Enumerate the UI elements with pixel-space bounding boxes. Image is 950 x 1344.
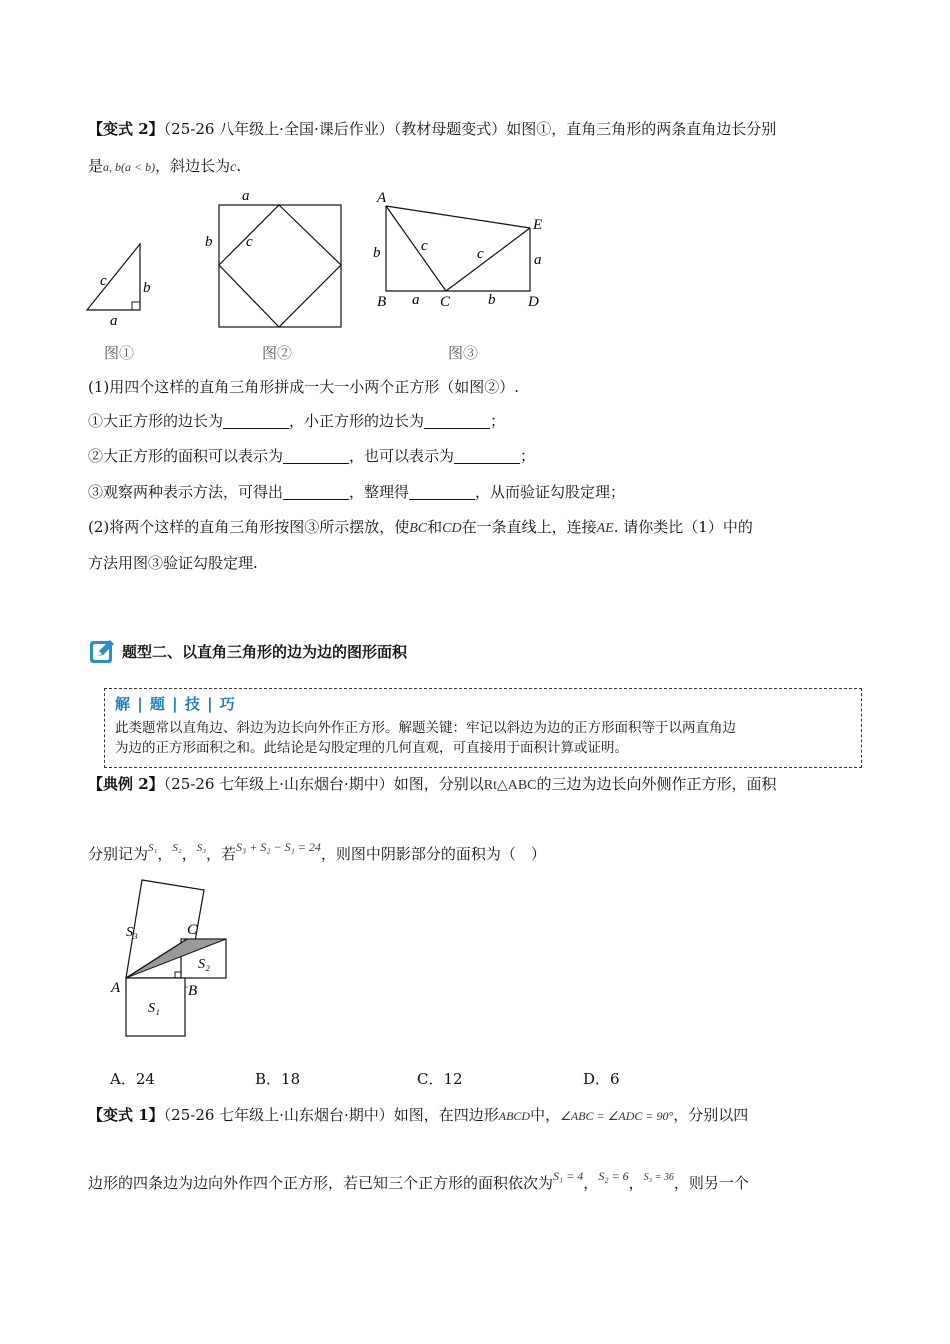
q1b-part1: ②大正方形的面积可以表示为 bbox=[88, 447, 284, 465]
q1b-blank2[interactable] bbox=[454, 447, 520, 464]
fig1-label-c: c bbox=[100, 273, 107, 289]
ex2-label-b: B bbox=[188, 983, 198, 999]
tips-title: 解 | 题 | 技 | 巧 bbox=[115, 695, 236, 713]
fig3-label-a-bottom: a bbox=[412, 292, 420, 308]
fig2-label-c: c bbox=[246, 234, 253, 250]
fig3-label-c2: c bbox=[477, 246, 484, 262]
variant1-text3: ，分别以四 bbox=[673, 1106, 749, 1124]
fig2-outer-square bbox=[219, 205, 341, 327]
variant2-line2 bbox=[88, 155, 241, 179]
example2-tag: 【典例 2】 bbox=[88, 775, 164, 793]
example2-text1: （25-26 七年级上·山东烟台·期中）如图，分别以 bbox=[163, 775, 484, 793]
fig3-outline bbox=[386, 206, 530, 291]
q1a-part2: ，小正方形的边长为 bbox=[289, 412, 425, 430]
fig3-label-B: B bbox=[377, 294, 387, 310]
fig3-line-AE bbox=[386, 206, 530, 228]
ex2-label-c: C bbox=[187, 922, 198, 938]
example2-comma2: ， bbox=[181, 845, 197, 863]
example2-if: ，若 bbox=[206, 845, 237, 863]
q2-math-ae: AE bbox=[596, 521, 614, 536]
figure-1-triangle bbox=[80, 235, 160, 330]
example2-s1: S₁ bbox=[148, 842, 158, 854]
fig2-caption: 图② bbox=[262, 344, 293, 362]
q2-math-cd: CD bbox=[442, 521, 462, 536]
question-1a bbox=[88, 410, 505, 432]
q1a-part1: ①大正方形的边长为 bbox=[88, 412, 224, 430]
q2-part2: 和 bbox=[427, 518, 443, 536]
question-2-line2: 方法用图③验证勾股定理. bbox=[88, 554, 258, 572]
q1a-part3: ； bbox=[490, 412, 506, 430]
fig3-label-b-left: b bbox=[373, 245, 381, 261]
fig1-label-b: b bbox=[143, 280, 151, 296]
example2-condition: S₃ + S₂ − S₁ = 24 bbox=[236, 840, 321, 854]
variant1-line2-pre: 边形的四条边为边向外作四个正方形，若已知三个正方形的面积依次为 bbox=[88, 1174, 554, 1192]
fig3-caption: 图③ bbox=[448, 344, 479, 362]
variant1-s1: S₁ = 4 bbox=[553, 1169, 584, 1183]
figure-3-trapezoid bbox=[368, 184, 558, 314]
q2-part3: 在一条直线上，连接 bbox=[461, 518, 597, 536]
question-2-line1 bbox=[88, 516, 753, 540]
q2-math-bc: BC bbox=[409, 521, 428, 536]
example2-rt: Rt△ABC bbox=[483, 778, 537, 793]
variant1-s3: S₃ = 36 bbox=[643, 1172, 674, 1183]
variant1-s2: S₂ = 6 bbox=[598, 1169, 629, 1183]
section-header bbox=[88, 636, 407, 666]
example2-line2-end: ，则图中阴影部分的面积为（ ） bbox=[320, 845, 546, 863]
question-1c bbox=[88, 481, 625, 503]
ex2-label-s1: S₁ bbox=[148, 1001, 160, 1016]
variant1-angles: ∠ABC = ∠ADC = 90° bbox=[560, 1109, 674, 1123]
q2-part4: . 请你类比（1）中的 bbox=[613, 518, 753, 536]
q1b-blank1[interactable] bbox=[283, 447, 349, 464]
variant1-line2-end: ，则另一个 bbox=[673, 1174, 749, 1192]
example2-line2-pre: 分别记为 bbox=[88, 845, 149, 863]
variant2-tag: 【变式 2】 bbox=[88, 120, 164, 138]
example2-line1 bbox=[88, 773, 777, 797]
variant2-math-c: c bbox=[230, 160, 237, 175]
q1b-part3: ； bbox=[520, 447, 536, 465]
fig2-label-a: a bbox=[242, 188, 250, 204]
variant1-line2 bbox=[88, 1165, 749, 1194]
variant2-line1 bbox=[88, 118, 776, 140]
fig3-label-a-right: a bbox=[534, 252, 542, 268]
fig1-label-a: a bbox=[110, 313, 118, 329]
option-b[interactable]: B．18 bbox=[255, 1070, 301, 1088]
variant2-line2-mid: ，斜边长为 bbox=[155, 157, 231, 175]
option-d[interactable]: D．6 bbox=[583, 1070, 620, 1088]
fig2-inner-square bbox=[219, 205, 341, 327]
variant1-line1 bbox=[88, 1104, 748, 1127]
example2-comma1: ， bbox=[157, 845, 173, 863]
fig3-label-E: E bbox=[533, 217, 543, 233]
figure-2-squares bbox=[200, 186, 350, 334]
variant2-line2-end: . bbox=[236, 157, 242, 175]
example2-s3: S₃ bbox=[196, 842, 207, 854]
variant1-comma2: ， bbox=[628, 1174, 644, 1192]
variant1-text2: 中， bbox=[530, 1106, 561, 1124]
example2-s2: S₂ bbox=[172, 842, 182, 854]
fig3-label-b-bottom: b bbox=[488, 292, 496, 308]
example2-text2: 的三边为边长向外侧作正方形，面积 bbox=[536, 775, 777, 793]
ex2-label-s3: S₃ bbox=[126, 925, 138, 940]
fig1-caption: 图① bbox=[104, 344, 135, 362]
fig3-label-D: D bbox=[528, 294, 539, 310]
variant2-math-ab: a, b(a < b) bbox=[103, 160, 156, 174]
variant1-abcd: ABCD bbox=[498, 1109, 531, 1123]
option-c[interactable]: C．12 bbox=[417, 1070, 463, 1088]
section-title: 题型二、以直角三角形的边为边的图形面积 bbox=[122, 642, 408, 661]
fig3-line-CE bbox=[446, 228, 530, 291]
q1c-part3: ，从而验证勾股定理； bbox=[475, 483, 626, 501]
ex2-label-s2: S₂ bbox=[198, 957, 210, 972]
fig2-label-b: b bbox=[205, 234, 213, 250]
fig3-label-C: C bbox=[440, 294, 451, 310]
q1b-part2: ，也可以表示为 bbox=[349, 447, 455, 465]
ex2-label-a: A bbox=[111, 980, 121, 996]
q2-part1: (2)将两个这样的直角三角形按图③所示摆放，使 bbox=[88, 518, 410, 536]
option-a[interactable]: A．24 bbox=[110, 1070, 155, 1088]
fig3-label-c1: c bbox=[421, 238, 428, 254]
q1c-part2: ，整理得 bbox=[349, 483, 410, 501]
fig3-line-AC bbox=[386, 206, 446, 291]
variant1-tag: 【变式 1】 bbox=[88, 1106, 164, 1124]
variant2-source: （25-26 八年级上·全国·课后作业）（教材母题变式）如图①，直角三角形的两条直角边长分别 bbox=[163, 120, 777, 138]
variant2-line2-pre: 是 bbox=[88, 157, 104, 175]
question-1b bbox=[88, 445, 535, 467]
q1c-blank2[interactable] bbox=[409, 483, 475, 500]
example2-figure bbox=[80, 876, 250, 1046]
edit-icon bbox=[88, 637, 116, 665]
q1a-blank1[interactable] bbox=[223, 412, 289, 429]
variant1-text1: （25-26 七年级上·山东烟台·期中）如图，在四边形 bbox=[163, 1106, 499, 1124]
tips-line2: 为边的正方形面积之和。此结论是勾股定理的几何直观，可直接用于面积计算或证明。 bbox=[115, 740, 628, 756]
q1a-blank2[interactable] bbox=[424, 412, 490, 429]
tips-box bbox=[104, 688, 862, 768]
tips-line1: 此类题常以直角边、斜边为边长向外作正方形。解题关键：牢记以斜边为边的正方形面积等于以两直角边 bbox=[115, 720, 736, 736]
example2-line2 bbox=[88, 836, 546, 865]
question-1: (1)用四个这样的直角三角形拼成一大一小两个正方形（如图②）. bbox=[88, 378, 520, 396]
q1c-part1: ③观察两种表示方法，可得出 bbox=[88, 483, 284, 501]
fig1-triangle-shape bbox=[87, 244, 140, 310]
fig1-right-angle-mark bbox=[132, 302, 140, 310]
fig3-label-A: A bbox=[377, 190, 387, 206]
q1c-blank1[interactable] bbox=[283, 483, 349, 500]
variant1-comma1: ， bbox=[583, 1174, 599, 1192]
